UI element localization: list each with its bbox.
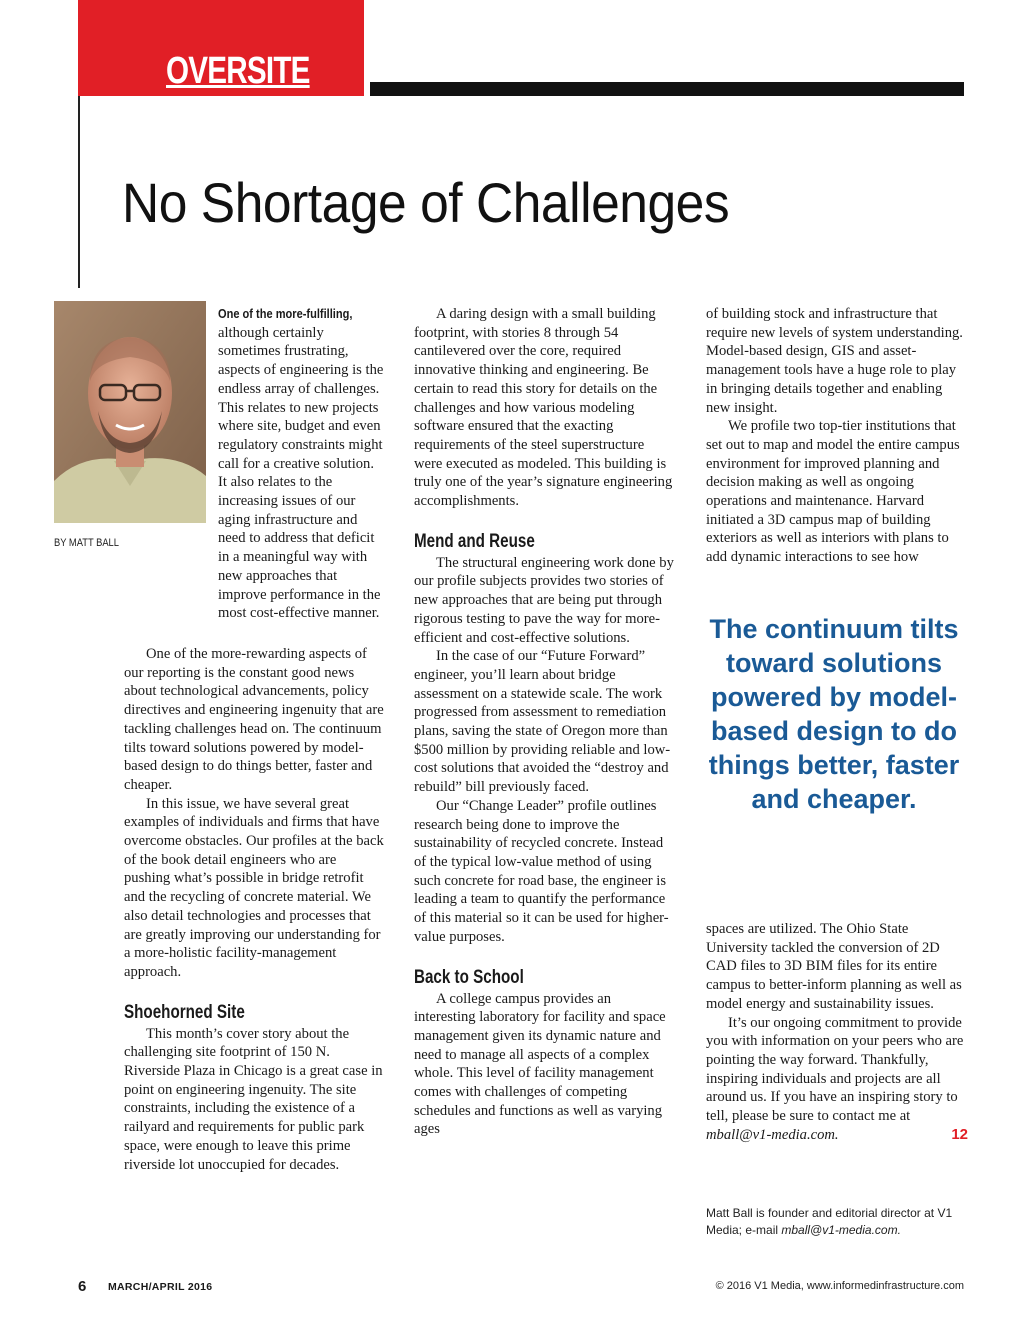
article-title: No Shortage of Challenges xyxy=(122,171,730,234)
subhead-back-to-school: Back to School xyxy=(414,966,524,988)
subhead-mend-and-reuse: Mend and Reuse xyxy=(414,530,535,552)
column-3 xyxy=(706,305,968,567)
page-number: 6 xyxy=(78,1278,87,1295)
paragraph: Our “Change Leader” profile outlines research being done to improve the sustainability of recycled concrete. Instead of the typical low-value method of using such concrete for road base, the engineer is leading a team to quantify the performance of this material so it can be used for higher-value purposes. xyxy=(414,797,669,945)
paragraph: In this issue, we have several great examples of individuals and firms that have overcome obstacles. Our profiles at the back of the book detail engineers who are pushing what’s possible in bridge retrofit and the recycling of concrete material. We also detail technologies and processes that are greatly improving our understanding for a more-holistic facility-management approach. xyxy=(124,795,384,980)
paragraph: In the case of our “Future Forward” engineer, you’ll learn about bridge assessment on a statewide scale. The work progressed from assessment to remediation plans, saving the state of Oregon more than $500 million by providing reliable and low-cost solutions that avoided the “destroy and rebuild” bill previously faced. xyxy=(414,648,671,796)
paragraph: spaces are utilized. The Ohio State University tackled the conversion of 2D CAD files to 3D BIM files for its entire campus to better-inform planning as well as model energy and sustainability issues. xyxy=(706,921,962,1012)
subhead-shoehorned-site: Shoehorned Site xyxy=(124,1001,245,1023)
vertical-rule xyxy=(78,96,80,288)
section-label: OVERSITE xyxy=(166,50,310,92)
paragraph: A daring design with a small building footprint, with stories 8 through 54 cantilevered over the core, required innovative thinking and engineering. Be certain to read this story for details on the challenges and how various modeling software ensured that the exacting requirements of the steel superstructure were executed as modeled. This building is truly one of the year’s signature engineering accomplishments. xyxy=(414,306,673,510)
byline: BY MATT BALL xyxy=(54,537,119,549)
issue-date: MARCH/APRIL 2016 xyxy=(108,1281,213,1293)
paragraph: It’s our ongoing commitment to provide you with information on your peers who are pointing the way forward. Thankfully, inspiring individuals and projects are all around us. If you have an inspiring story to tell, please be sure to contact me at mball@v1-media.com. xyxy=(706,1014,964,1143)
lead-in: One of the more-fulfilling, xyxy=(218,306,353,321)
paragraph: This month’s cover story about the challenging site footprint of 150 N. Riverside Plaza in Chicago is a great case in point on engineering ingenuity. The site constraints, including the existence of a railyard and requirements for public park space, were enough to leave this prime riverside lot unoccupied for decades. xyxy=(124,1025,383,1173)
copyright: © 2016 V1 Media, www.informedinfrastructure.com xyxy=(715,1280,964,1292)
column-3-cont xyxy=(706,920,968,1145)
paragraph: of building stock and infrastructure that require new levels of system understanding. Model-based design, GIS and asset-management tools have a huge role to play in bringing details together and enabling new insight. xyxy=(706,306,963,416)
header-rule xyxy=(370,82,964,96)
column-1 xyxy=(124,305,384,623)
contact-email[interactable]: mball@v1-media.com. xyxy=(706,1126,839,1143)
pull-quote: The continuum tilts toward solutions powered by model-based design to do things better, faster and cheaper. xyxy=(708,614,960,814)
column-2 xyxy=(414,305,676,1139)
author-bio: Matt Ball is founder and editorial director at V1 Media; e-mail mball@v1-media.com. xyxy=(706,1206,953,1237)
paragraph: The structural engineering work done by our profile subjects provides two stories of new approaches that are being put through rigorous testing to pave the way for more-efficient and cost-effective solutions. xyxy=(414,554,674,646)
paragraph: A college campus provides an interesting laboratory for facility and space management given its dynamic nature and need to manage all aspects of a complex whole. This level of facility management comes with challenges of competing schedules and functions as well as varying ages xyxy=(414,990,666,1138)
paragraph: One of the more-fulfilling, although certainly sometimes frustrating, aspects of engineering is the endless array of challenges. This relates to new projects where site, budget and even regulatory constraints might call for a creative solution. It also relates to the increasing issues of our aging infrastructure and need to address that deficit in a meaningful way with new approaches that improve performance in the most cost-effective manner. xyxy=(218,306,384,622)
end-mark: 12 xyxy=(951,1126,968,1144)
bio-email[interactable]: mball@v1-media.com. xyxy=(781,1223,901,1237)
paragraph: One of the more-rewarding aspects of our reporting is the constant good news about technological advancements, policy directives and engineering ingenuity that are tackling challenges head on. The continuum tilts toward solutions powered by model-based design to do things better, faster and cheaper. xyxy=(124,646,384,793)
paragraph: We profile two top-tier institutions that set out to map and model the entire campus environment for improved planning and decision making as well as ongoing operations and maintenance. Harvard initiated a 3D campus map of building exteriors as well as interiors with plans to add dynamic interactions to see how xyxy=(706,418,960,566)
column-1-cont xyxy=(124,645,384,1174)
